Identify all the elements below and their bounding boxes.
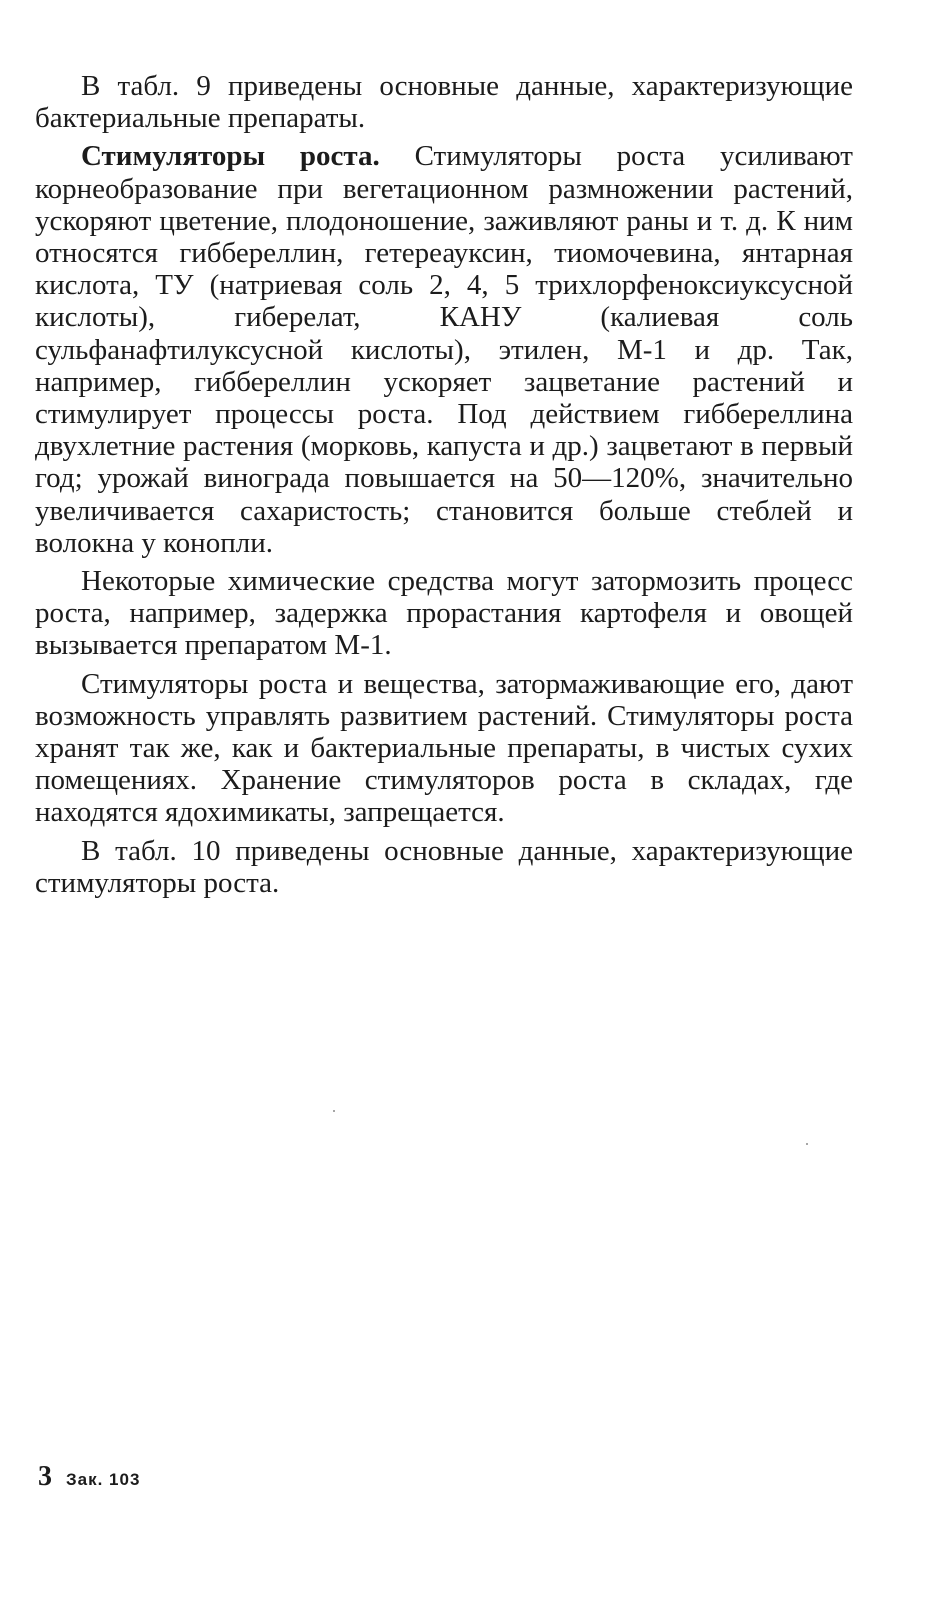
- scan-speck: [806, 1143, 808, 1145]
- paragraph-text: Некоторые химические средства могут затормозить процесс роста, например, задержка прорастания картофеля и овощей вызывается препаратом М-1.: [35, 565, 853, 662]
- paragraph-table-reference: [35, 835, 853, 899]
- paragraph-text: В табл. 10 приведены основные данные, характеризующие стимуляторы роста.: [35, 834, 853, 899]
- page-footer: [38, 1462, 140, 1495]
- paragraph-inhibitors: [35, 565, 853, 662]
- page-number: 3: [38, 1461, 52, 1492]
- paragraph-text: В табл. 9 приведены основные данные, характеризующие бактериальные препараты.: [35, 70, 853, 135]
- body-text: [35, 70, 853, 905]
- scan-speck: [333, 1110, 335, 1112]
- paragraph-storage: [35, 668, 853, 829]
- paragraph-growth-stimulators: [35, 140, 853, 559]
- printing-order-label: Зак. 103: [66, 1470, 141, 1489]
- paragraph-text: Стимуляторы роста усиливают корнеобразование при вегетационном размножении растений, ускоряют цветение, плодоношение, заживляют раны и т. д. К ним относятся гиббереллин, гетереауксин, тиомочевина, янтарная кислота, ТУ (натриевая соль 2, 4, 5 трихлорфеноксиуксусной кислоты), гиберелат, КАНУ (калиевая соль сульфанафтилуксусной кислоты), этилен, М-1 и др. Так, например, гиббереллин ускоряет зацветание растений и стимулирует процессы роста. Под действием гиббереллина двухлетние растения (морковь, капуста и др.) зацветают в первый год; урожай винограда повышается на 50—120%, значительно увеличивается сахаристость; становится больше стеблей и волокна у конопли.: [35, 140, 853, 559]
- paragraph-intro: [35, 70, 853, 134]
- run-in-heading: Стимуляторы роста.: [81, 140, 380, 173]
- paragraph-text: Стимуляторы роста и вещества, затормаживающие его, дают возможность управлять развитием растений. Стимуляторы роста хранят так же, как и бактериальные препараты, в чистых сухих помещениях. Хранение стимуляторов роста в складах, где находятся ядохимикаты, запрещается.: [35, 667, 853, 829]
